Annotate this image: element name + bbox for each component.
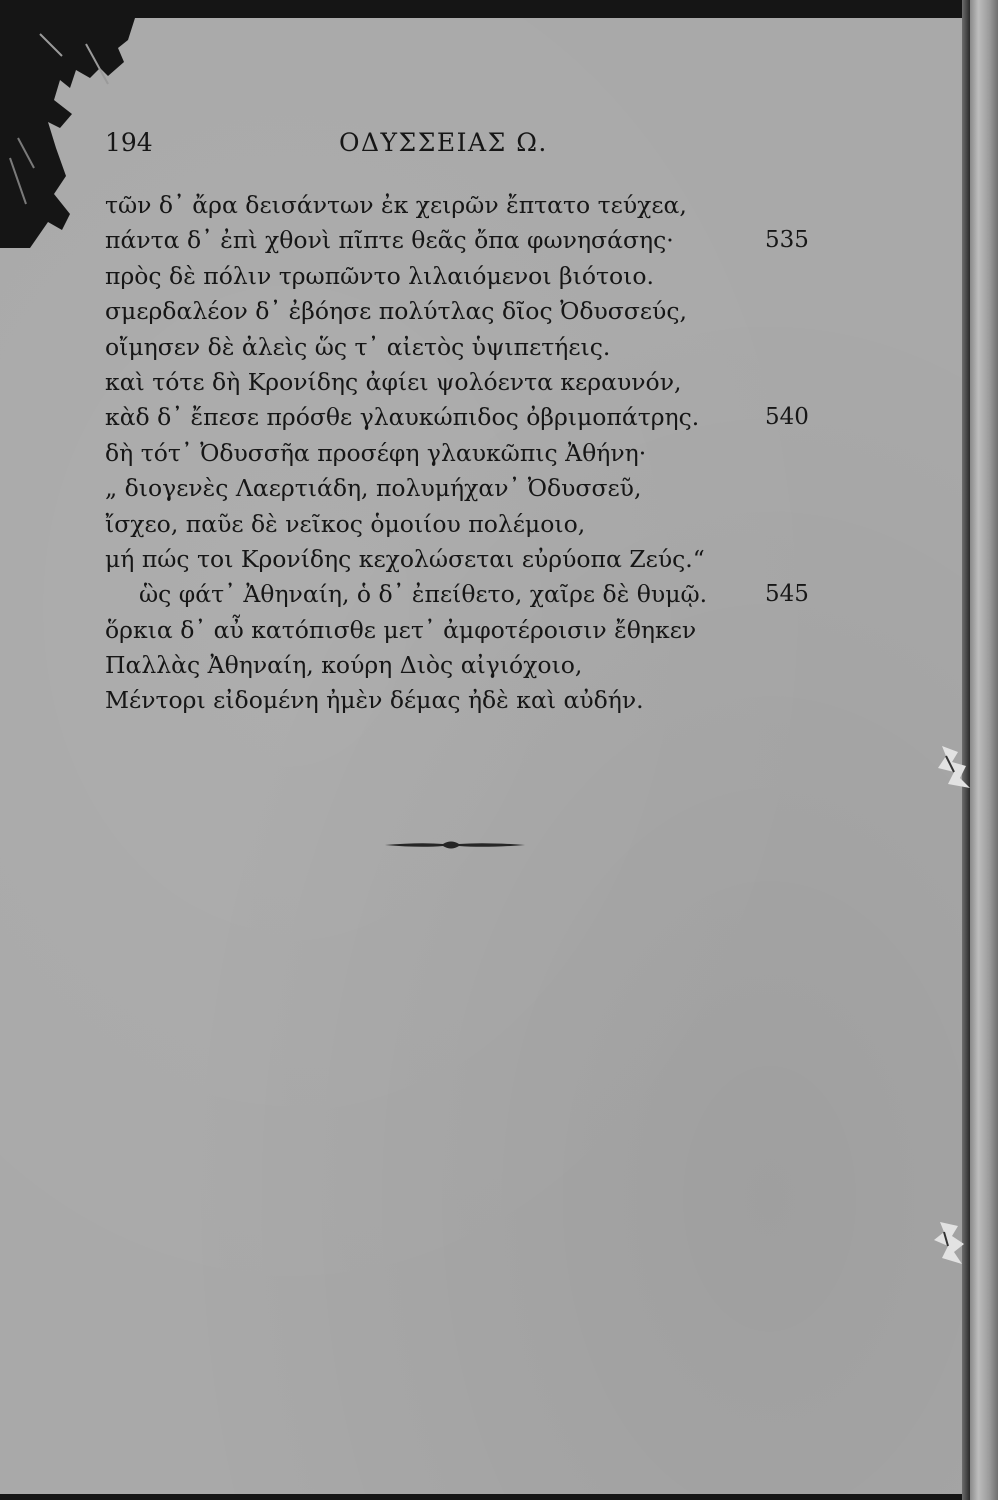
verse-line [105,613,825,648]
verse-text: κὰδ δ᾽ ἔπεσε πρόσθε γλαυκώπιδος ὀβριμοπάτρης. [105,403,700,432]
verse-text: πρὸς δὲ πόλιν τρωπῶντο λιλαιόμενοι βιότοιο. [105,261,654,290]
line-number: 545 [765,581,809,608]
verse-line [105,400,825,435]
page-tear-mark [932,742,972,792]
verse-line [105,223,825,258]
verse-list [105,188,825,719]
verse-line [105,330,825,365]
verse-line [105,259,825,294]
verse-line [105,188,825,223]
running-head [105,128,825,164]
verse-line [105,648,825,683]
verse-line [105,471,825,506]
verse-text: ἴσχεο, παῦε δὲ νεῖκος ὁμοιίου πολέμοιο, [105,509,586,538]
verse-text: μή πώς τοι Κρονίδης κεχολώσεται εὐρύοπα Ζεύς.“ [105,544,705,573]
verse-line [105,507,825,542]
verse-line [105,683,825,718]
tailpiece-ornament [385,838,525,852]
verse-line [105,294,825,329]
verse-text: Μέντορι εἰδομένη ἠμὲν δέμας ἠδὲ καὶ αὐδήν. [105,686,644,715]
page-text-block [105,128,825,715]
line-number: 540 [765,404,809,431]
verse-text: δὴ τότ᾽ Ὀδυσσῆα προσέφη γλαυκῶπις Ἀθήνη· [105,438,647,467]
verse-text: ὣς φάτ᾽ Ἀθηναίη, ὁ δ᾽ ἐπείθετο, χαῖρε δὲ θυμῷ. [139,580,708,609]
verse-text: τῶν δ᾽ ἄρα δεισάντων ἐκ χειρῶν ἔπτατο τεύχεα, [105,191,687,219]
verse-text: Παλλὰς Ἀθηναίη, κούρη Διὸς αἰγιόχοιο, [105,651,583,680]
verse-line [105,542,825,577]
page-number: 194 [105,128,153,157]
verse-line [105,365,825,400]
verse-line [105,436,825,471]
verse-text: οἴμησεν δὲ ἀλεὶς ὥς τ᾽ αἰετὸς ὑψιπετήεις. [105,332,611,361]
page-tear-mark [928,1218,968,1268]
verse-text: „ διογενὲς Λαερτιάδη, πολυμήχαν᾽ Ὀδυσσεῦ, [105,474,642,503]
line-number: 535 [765,227,809,254]
book-binding-strip [970,0,998,1500]
verse-text: πάντα δ᾽ ἐπὶ χθονὶ πῖπτε θεᾶς ὄπα φωνησάσης· [105,226,674,255]
running-title: ΟΔΥΣΣΕΙΑΣ Ω. [339,128,548,157]
verse-line [105,577,825,612]
verse-text: σμερδαλέον δ᾽ ἐβόησε πολύτλας δῖος Ὀδυσσεύς, [105,297,687,326]
verse-text: ὅρκια δ᾽ αὖ κατόπισθε μετ᾽ ἀμφοτέροισιν ἔθηκεν [105,615,697,644]
verse-text: καὶ τότε δὴ Κρονίδης ἀφίει ψολόεντα κεραυνόν, [105,367,682,396]
